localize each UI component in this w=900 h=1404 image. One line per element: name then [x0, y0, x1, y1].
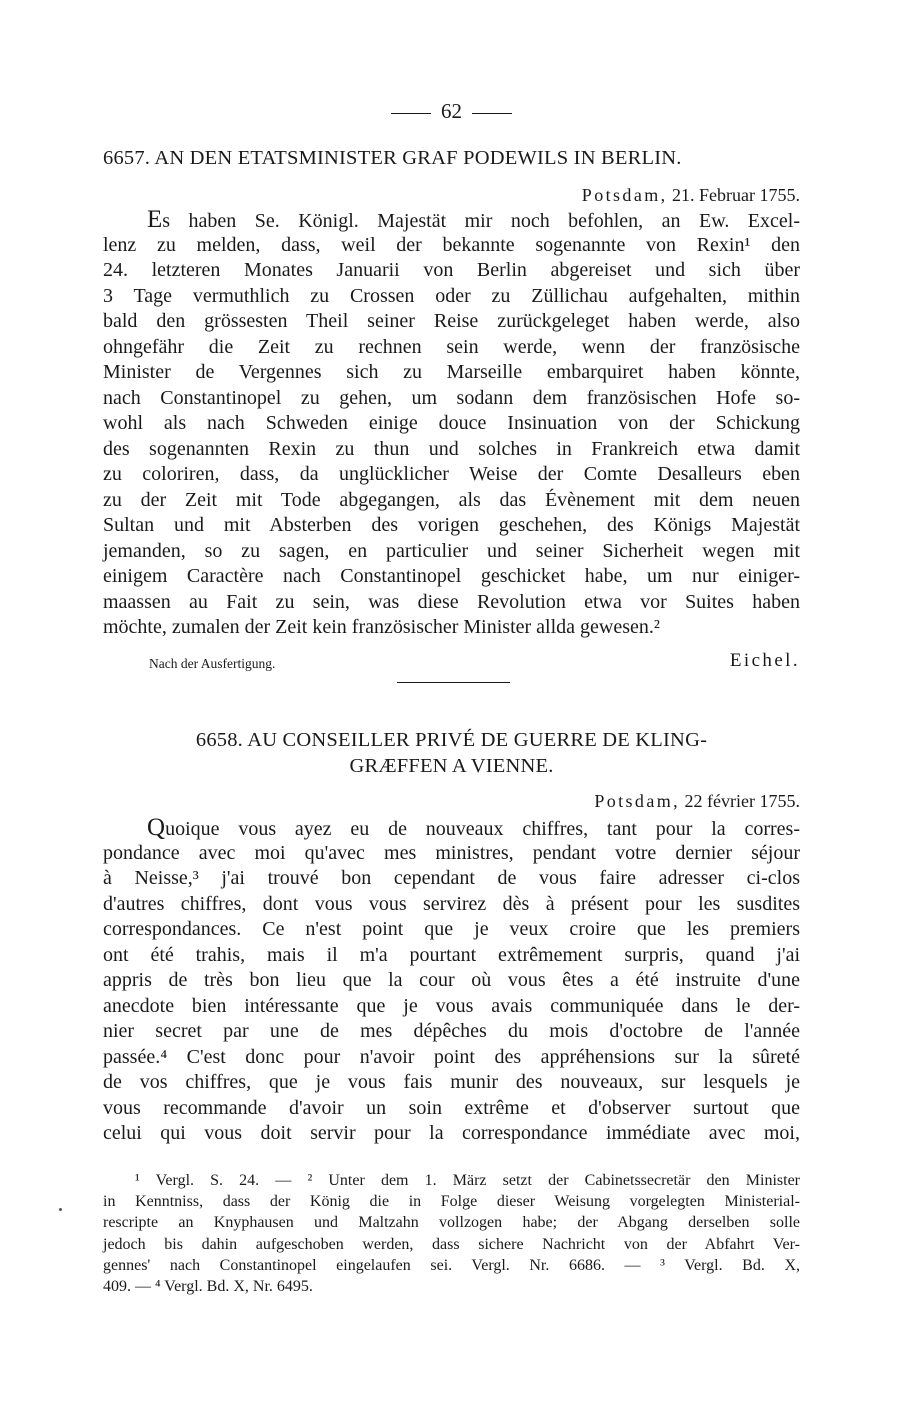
body-line: zu coloriren, dass, da unglücklicher Weise der Comte Desalleurs eben: [103, 463, 800, 485]
body-line: lenz zu melden, dass, weil der bekannte sogenannte von Rexin¹ den: [103, 233, 800, 256]
body-line: nach Constantinopel zu gehen, um sodann dem französischen Hofe so-: [103, 386, 800, 409]
letter-6657-body: [103, 207, 800, 641]
page-number: 62: [441, 99, 462, 123]
body-line: à Neisse,³ j'ai trouvé bon cependant de vous faire adresser ci-clos: [103, 867, 800, 889]
letter-6658-place: Potsdam,: [594, 791, 681, 811]
footnote-line: rescripte an Knyphausen und Maltzahn vollzogen habe; der Abgang derselben solle: [103, 1214, 800, 1232]
body-line: 3 Tage vermuthlich zu Crossen oder zu Züllichau aufgehalten, mithin: [103, 284, 800, 307]
body-line: des sogenannten Rexin zu thun und solches in Frankreich etwa damit: [103, 437, 800, 460]
letter-6658-dateline: [594, 791, 800, 812]
body-line: d'autres chiffres, dont vous vous servirez dès à présent pour les susdites: [103, 892, 800, 915]
body-line: anecdote bien intéressante que je vous avais communiquée dans le der-: [103, 994, 800, 1017]
source-note: Nach der Ausfertigung.: [149, 656, 276, 671]
folio-dash-right: [472, 113, 512, 114]
body-line: zu der Zeit mit Tode abgegangen, als das Évènement mit dem neuen: [103, 488, 800, 511]
letter-6658-first-line: Quoique vous ayez eu de nouveaux chiffres, tant pour la corres-: [147, 814, 800, 841]
body-line: correspondances. Ce n'est point que je veux croire que les premiers: [103, 918, 800, 940]
body-line: Minister de Vergennes sich zu Marseille embarquiret haben könnte,: [103, 361, 800, 383]
letter-6658-body: [103, 815, 800, 1147]
body-line: ohngefähr die Zeit zu rechnen sein werde, wenn der französische: [103, 335, 800, 358]
footnote-line: ¹ Vergl. S. 24. — ² Unter dem 1. März setzt der Cabinetssecretär den Minister: [135, 1172, 800, 1189]
body-line: wohl als nach Schweden einige douce Insinuation von der Schickung: [103, 412, 800, 434]
letter-6657-title: 6657. AN DEN ETATSMINISTER GRAF PODEWILS IN BERLIN.: [103, 147, 682, 169]
body-line: celui qui vous doit servir pour la correspondance immédiate avec moi,: [103, 1122, 800, 1144]
body-line: ont été trahis, mais il m'a pourtant extrêmement surpris, quand j'ai: [103, 943, 800, 966]
body-line: jemanden, so zu sagen, en particulier und seiner Sicherheit wegen mit: [103, 539, 800, 562]
footnote-line: 409. — ⁴ Vergl. Bd. X, Nr. 6495.: [103, 1277, 313, 1295]
body-line: nier secret par une de mes dépêches du mois d'octobre de l'année: [103, 1020, 800, 1042]
body-line: 24. letzteren Monates Januarii von Berlin abgereiset und sich über: [103, 259, 800, 281]
letter-6657-dropcap: E: [147, 206, 163, 233]
body-line: einigem Caractère nach Constantinopel geschicket habe, um nur einiger-: [103, 565, 800, 587]
body-line: möchte, zumalen der Zeit kein französischer Minister allda gewesen.²: [103, 616, 660, 638]
body-line: bald den grössesten Theil seiner Reise zurückgeleget haben werde, also: [103, 310, 800, 332]
scan-speck: [59, 1208, 62, 1211]
letter-6658-date: 22 février 1755.: [680, 791, 800, 811]
body-line: maassen au Fait zu sein, was diese Revolution etwa vor Suites haben: [103, 590, 800, 613]
signature: Eichel.: [729, 650, 800, 671]
letter-6657-dateline: [582, 185, 800, 206]
footnote-line: jedoch bis dahin aufgeschoben werden, dass sichere Nachricht von der Abfahrt Ver-: [103, 1235, 800, 1253]
letter-6658-dropcap: Q: [147, 814, 166, 841]
footnotes: [103, 1170, 800, 1297]
body-line: passée.⁴ C'est donc pour n'avoir point des appréhensions sur la sûreté: [103, 1045, 800, 1068]
letter-6657-place: Potsdam,: [581, 185, 668, 205]
body-line: vous recommande d'avoir un soin extrême et d'observer surtout que: [103, 1096, 800, 1119]
footnote-line: in Kenntniss, dass der König die in Folge dieser Weisung vorgelegten Ministerial-: [103, 1193, 800, 1211]
section-separator: [397, 682, 510, 683]
body-line: de vos chiffres, que je vous fais munir des nouveaux, sur lesquels je: [103, 1071, 800, 1093]
letter-6657-date: 21. Februar 1755.: [667, 185, 800, 205]
footnote-line: gennes' nach Constantinopel eingelaufen sei. Vergl. Nr. 6686. — ³ Vergl. Bd. X,: [103, 1256, 800, 1274]
letter-6658-title-line1: 6658. AU CONSEILLER PRIVÉ DE GUERRE DE KLING-: [195, 729, 708, 751]
folio-dash-left: [391, 113, 431, 114]
letter-6658-title-line2: GRÆFFEN A VIENNE.: [349, 755, 554, 777]
body-line: pondance avec moi qu'avec mes ministres, pendant votre dernier séjour: [103, 841, 800, 864]
body-line: appris de très bon lieu que la cour où vous êtes a été instruite d'une: [103, 969, 800, 991]
page-number-header: [103, 99, 800, 124]
body-line: Sultan und mit Absterben des vorigen geschehen, des Königs Majestät: [103, 514, 800, 536]
letter-6657-first-line: Es haben Se. Königl. Majestät mir noch befohlen, an Ew. Excel-: [147, 206, 800, 233]
